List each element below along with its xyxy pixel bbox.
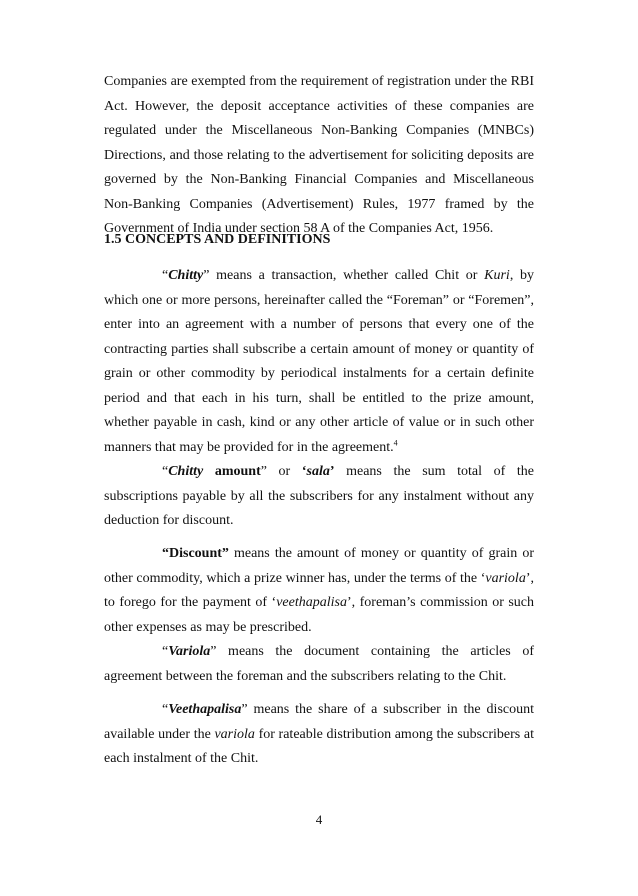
page-number: 4 [315, 812, 323, 827]
term-chitty: Chitty [168, 268, 204, 283]
close-quote: ” [203, 268, 210, 283]
term-veethapalisa: veethapalisa [276, 595, 347, 610]
definition-text: means the share of a subscriber in the discount available under the [104, 702, 534, 742]
close-quote: ” [241, 702, 248, 717]
definition-text: means the document containing the articles of agreement between the foreman and the subscribers relating to the Chit. [104, 644, 534, 684]
sala-open-quote: ‘ [301, 464, 307, 479]
definition-text: means the sum total of the subscriptions payable by all the subscribers for any instalment without any deduction for discount. [104, 464, 534, 528]
term-veethapalisa: Veethapalisa [168, 702, 242, 717]
definition-text: means the amount of money or quantity of grain or other commodity, which a prize winner has, under the terms of the ‘ [104, 546, 534, 586]
definition-veethapalisa [104, 698, 534, 772]
open-quote: “ [162, 644, 169, 659]
definition-text: ’, foreman’s commission or such other expenses as may be prescribed. [104, 595, 535, 635]
term-amount: amount [203, 464, 261, 479]
intro-paragraph [104, 70, 534, 242]
sala-close-quote: ’ [329, 464, 335, 479]
definition-text: means a transaction, whether called Chit or [209, 268, 485, 283]
close-quote: ” [260, 464, 267, 479]
definition-text: for rateable distribution among the subscribers at each instalment of the Chit. [104, 726, 534, 766]
term-sala: sala [306, 464, 330, 479]
footnote-marker: 4 [393, 437, 398, 447]
or-text: or [266, 464, 302, 479]
term-chitty: Chitty [168, 464, 204, 479]
definition-text: ’, to forego for the payment of ‘ [104, 570, 534, 610]
term-kuri: Kuri [484, 268, 510, 283]
term-variola: variola [485, 570, 526, 586]
close-quote: ” [210, 644, 217, 659]
open-quote: “ [162, 464, 169, 479]
section-heading: 1.5 CONCEPTS AND DEFINITIONS [104, 232, 331, 247]
term-variola: variola [214, 726, 255, 742]
definition-text: , by which one or more persons, hereinafter called the “Foreman” or “Foremen”, enter into an agreement with a number of persons that every one of the contracting parties shall subscribe a certain amount of money or quantity of grain or other commodity by periodical instalments for a certain definite period and that each in his turn, shall be entitled to the prize amount, whether payable in cash, kind or any other article of value or in such other manners that may be provided for in the agreement. [104, 268, 534, 455]
term-variola: Variola [168, 644, 211, 659]
open-quote: “ [162, 268, 169, 283]
open-quote: “ [162, 702, 169, 717]
definition-variola [104, 640, 534, 689]
definition-chitty [104, 264, 534, 460]
intro-text: Companies are exempted from the requirement of registration under the RBI Act. However, the deposit acceptance activities of these companies are regulated under the Miscellaneous Non-Banking Companies (MNBCs) Directions, and those relating to the advertisement for soliciting deposits are governed by the Non-Banking Financial Companies and Miscellaneous Non-Banking Companies (Advertisement) Rules, 1977 framed by the Government of India under section 58 A of the Companies Act, 1956. [104, 74, 534, 236]
term-discount: “Discount” [162, 546, 229, 561]
definition-chitty-amount [104, 460, 534, 534]
definition-discount [104, 542, 534, 640]
